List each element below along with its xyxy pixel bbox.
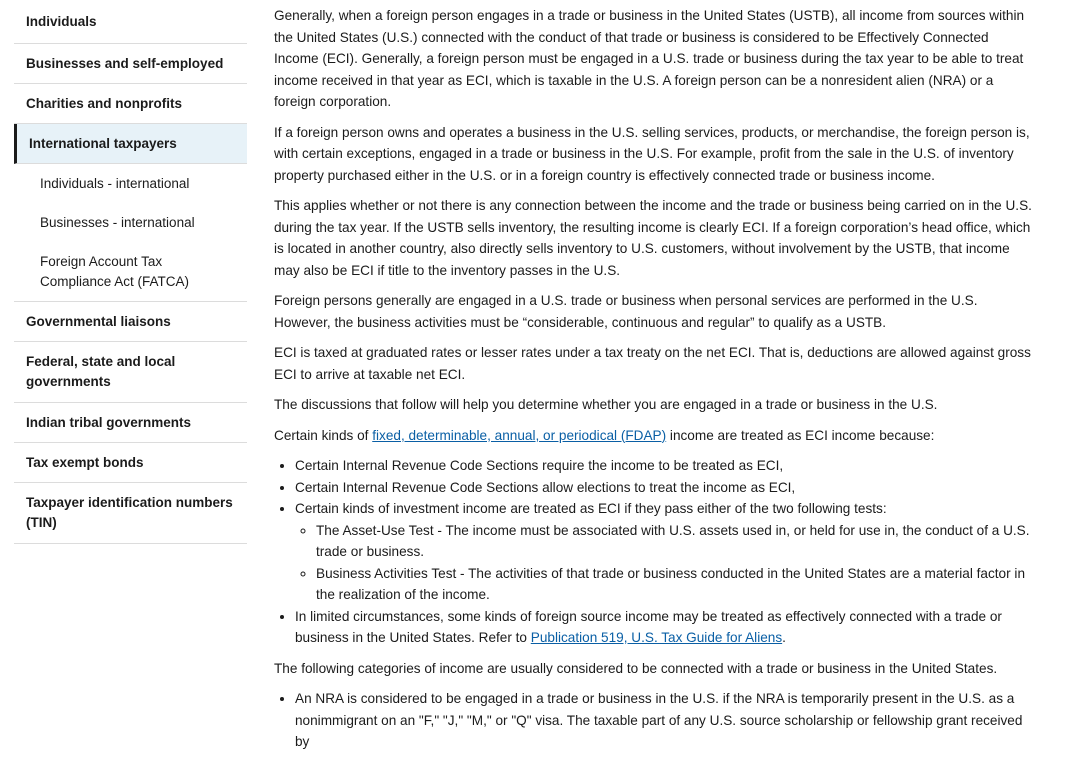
sidebar-item-label: Individuals xyxy=(26,13,97,29)
eci-reasons-list xyxy=(274,455,1034,649)
sidebar-subitem-label: Businesses - international xyxy=(40,214,195,230)
sidebar-item-label: Businesses and self-employed xyxy=(26,55,224,71)
list-item: • Certain Internal Revenue Code Sections require the income to be treated as ECI, xyxy=(295,455,1034,477)
list-item-text: In limited circumstances, some kinds of foreign source income may be treated as effectively connected with a trade or business in the United States. Refer to xyxy=(295,608,1002,645)
categories-list xyxy=(274,688,1034,753)
sidebar-subitem-individuals-international[interactable] xyxy=(14,164,247,203)
sidebar-subitem-label: Foreign Account Tax Compliance Act (FATCA) xyxy=(40,253,190,289)
tests-sublist xyxy=(295,520,1034,606)
sidebar-item-tin[interactable] xyxy=(14,483,247,544)
fdap-text-after: income are treated as ECI income because: xyxy=(666,427,935,443)
list-item: • An NRA is considered to be engaged in a trade or business in the U.S. if the NRA is temporarily present in the U.S. as a nonimmigrant on an "F," "J," "M," or "Q" visa. The taxable part of any U.S. source scholarship or fellowship grant received by xyxy=(295,688,1034,753)
paragraph-inventory: This applies whether or not there is any connection between the income and the trade or business being carried on in the U.S. during the tax year. If the USTB sells inventory, the resulting income is clearly ECI. If a foreign corporation’s head office, which is located in another country, also directly sells inventory to U.S. customers, without involvement by the USTB, that income may also be ECI if title to the inventory passes in the U.S. xyxy=(274,198,1032,278)
sidebar-item-indian-tribal[interactable] xyxy=(14,403,247,443)
sidebar-item-businesses[interactable] xyxy=(14,44,247,84)
sidebar-item-label: Indian tribal governments xyxy=(26,414,192,430)
sublist-item: ◦ Business Activities Test - The activities of that trade or business conducted in the United States are a material factor in the realization of the income. xyxy=(316,563,1034,606)
list-item-text: . xyxy=(782,630,786,645)
paragraph-fdap xyxy=(274,425,1034,447)
paragraph-foreign-business: If a foreign person owns and operates a business in the U.S. selling services, products, or merchandise, the foreign person is, with certain exceptions, engaged in a trade or business in the U.S. For example, profit from the sale in the U.S. of inventory property purchased either in the U.S. or in a foreign country is effectively connected trade or business income. xyxy=(274,124,1030,183)
sidebar-nav xyxy=(14,0,247,544)
fdap-text-before: Certain kinds of xyxy=(274,427,373,443)
main-content xyxy=(274,5,1034,762)
sidebar-item-individuals[interactable] xyxy=(14,0,247,44)
sublist-item: ◦ The Asset-Use Test - The income must be associated with U.S. assets used in, or held for use in, the conduct of a U.S. trade or business. xyxy=(316,520,1034,563)
sidebar-subitem-label: Individuals - international xyxy=(40,175,190,191)
sidebar-item-governmental-liaisons[interactable] xyxy=(14,302,247,342)
list-item-text: Certain kinds of investment income are treated as ECI if they pass either of the two following tests: xyxy=(295,501,887,516)
paragraph-eci-taxation: ECI is taxed at graduated rates or lesser rates under a tax treaty on the net ECI. That is, deductions are allowed against gross ECI to arrive at taxable net ECI. xyxy=(274,345,1031,382)
publication-519-link[interactable]: Publication 519, U.S. Tax Guide for Aliens xyxy=(530,630,783,645)
sidebar-item-label: Tax exempt bonds xyxy=(26,454,144,470)
sidebar-item-label: Taxpayer identification numbers (TIN) xyxy=(26,495,233,530)
sidebar-item-federal-state-local[interactable] xyxy=(14,342,247,403)
sidebar-item-international-taxpayers[interactable] xyxy=(14,124,247,164)
fdap-link[interactable]: fixed, determinable, annual, or periodical (FDAP) xyxy=(372,427,667,443)
sidebar-item-label: Federal, state and local governments xyxy=(26,354,176,389)
sidebar-subitem-businesses-international[interactable] xyxy=(14,203,247,242)
sidebar-item-label: International taxpayers xyxy=(29,135,177,151)
list-item xyxy=(295,498,1034,606)
list-item xyxy=(295,606,1034,649)
sidebar-item-label: Charities and nonprofits xyxy=(26,95,183,111)
list-item: • Certain Internal Revenue Code Sections allow elections to treat the income as ECI, xyxy=(295,477,1034,499)
paragraph-categories: The following categories of income are usually considered to be connected with a trade or business in the United States. xyxy=(274,660,998,676)
paragraph-personal-services: Foreign persons generally are engaged in a U.S. trade or business when personal services are performed in the U.S. However, the business activities must be “considerable, continuous and regular” to qualify as a USTB. xyxy=(274,293,978,330)
sidebar-item-tax-exempt-bonds[interactable] xyxy=(14,443,247,483)
sidebar-item-charities[interactable] xyxy=(14,84,247,124)
paragraph-eci-definition: Generally, when a foreign person engages in a trade or business in the United States (USTB), all income from sources within the United States (U.S.) connected with the conduct of that trade or business is considered to be Effectively Connected Income (ECI). Generally, a foreign person must be engaged in a U.S. trade or business during the tax year to be able to treat income received in that year as ECI, which is taxable in the U.S. A foreign person can be a nonresident alien (NRA) or a foreign corporation. xyxy=(274,8,1025,109)
sidebar-item-label: Governmental liaisons xyxy=(26,313,171,329)
paragraph-discussions: The discussions that follow will help you determine whether you are engaged in a trade or business in the U.S. xyxy=(274,397,938,412)
sidebar-subitem-fatca[interactable] xyxy=(14,242,247,302)
